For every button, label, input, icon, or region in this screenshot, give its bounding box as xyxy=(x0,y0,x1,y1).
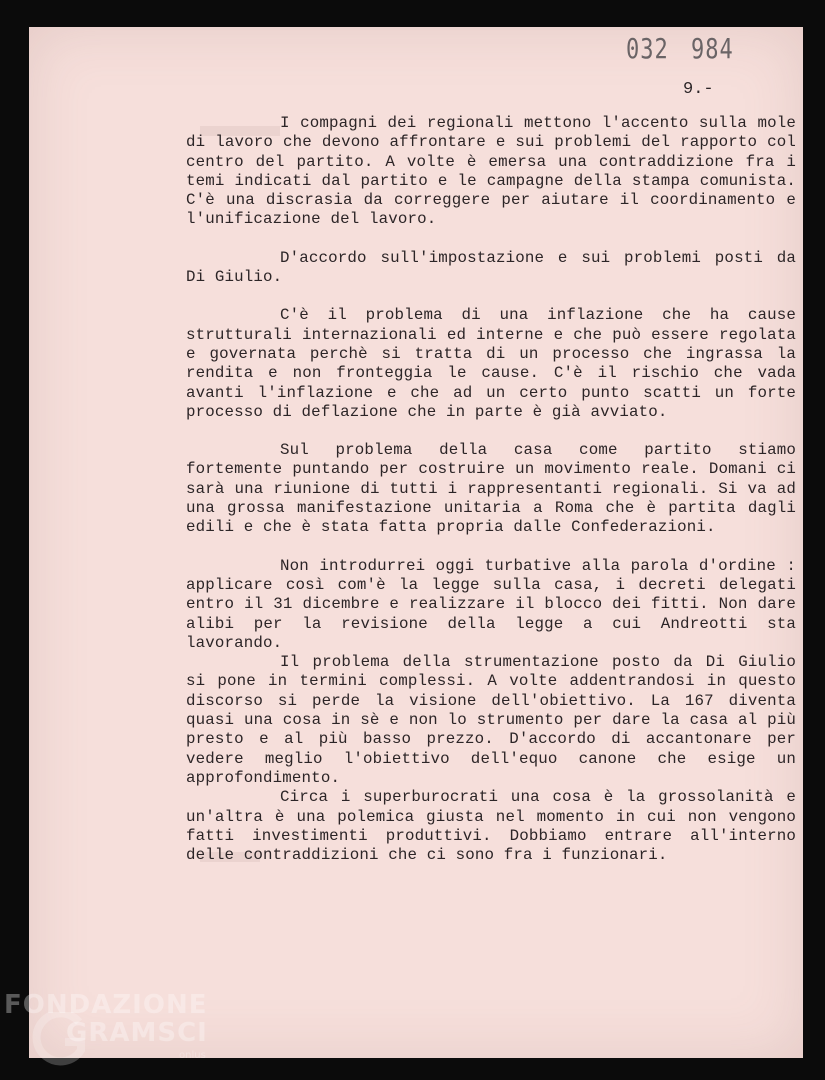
paragraph: Sul problema della casa come partito stiamo fortemente puntando per costruire un movimento reale. Domani ci sarà una riunione di tutti i rappresentanti regionali. Si va ad una grossa manifestazione unitaria a Roma che è partita dagli edili e che è stata fatta propria dalle Confederazioni. xyxy=(186,441,796,537)
watermark-line-1: FONDAZIONE xyxy=(4,990,208,1020)
archive-number-stamp: 032 984 xyxy=(626,34,734,66)
watermark-suffix: onlus xyxy=(179,1050,206,1061)
page-number: 9.- xyxy=(683,80,714,99)
typed-text-body xyxy=(186,114,796,865)
paragraph: I compagni dei regionali mettono l'accento sulla mole di lavoro che devono affrontare e sui problemi del rapporto col centro del partito. A volte è emersa una contraddizione fra i temi indicati dal partito e le campagne della stampa comunista. C'è una discrasia da correggere per aiutare il coordinamento e l'unificazione del lavoro. xyxy=(186,114,796,229)
paragraph: Non introdurrei oggi turbative alla parola d'ordine : applicare così com'è la legge sulla casa, i decreti delegati entro il 31 dicembre e realizzare il blocco dei fitti. Non dare alibi per la revisione della legge a cui Andreotti sta lavorando. xyxy=(186,556,796,652)
fondazione-gramsci-watermark xyxy=(4,990,208,1070)
paragraph: D'accordo sull'impostazione e sui problemi posti da Di Giulio. xyxy=(186,248,796,287)
paragraph: Circa i superburocrati una cosa è la grossolanità e un'altra è una polemica giusta nel momento in cui non vengono fatti investimenti produttivi. Dobbiamo entrare all'interno delle contraddizioni che ci sono fra i funzionari. xyxy=(186,788,796,865)
paragraph: Il problema della strumentazione posto da Di Giulio si pone in termini complessi. A volte addentrandosi in questo discorso si perde la visione dell'obiettivo. La 167 diventa quasi una cosa in sè e non lo strumento per dare la casa al più presto e al più basso prezzo. D'accordo di accantonare per vedere meglio l'obiettivo dell'equo canone che esige un approfondimento. xyxy=(186,653,796,787)
watermark-line-2: GRAMSCI xyxy=(66,1018,208,1048)
paragraph: C'è il problema di una inflazione che ha cause strutturali internazionali ed interne e che può essere regolata e governata perchè si tratta di un processo che ingrassa la rendita e non fronteggia le cause. C'è il rischio che vada avanti l'inflazione e che ad un certo punto scatti un forte processo di deflazione che in parte è già avviato. xyxy=(186,306,796,421)
